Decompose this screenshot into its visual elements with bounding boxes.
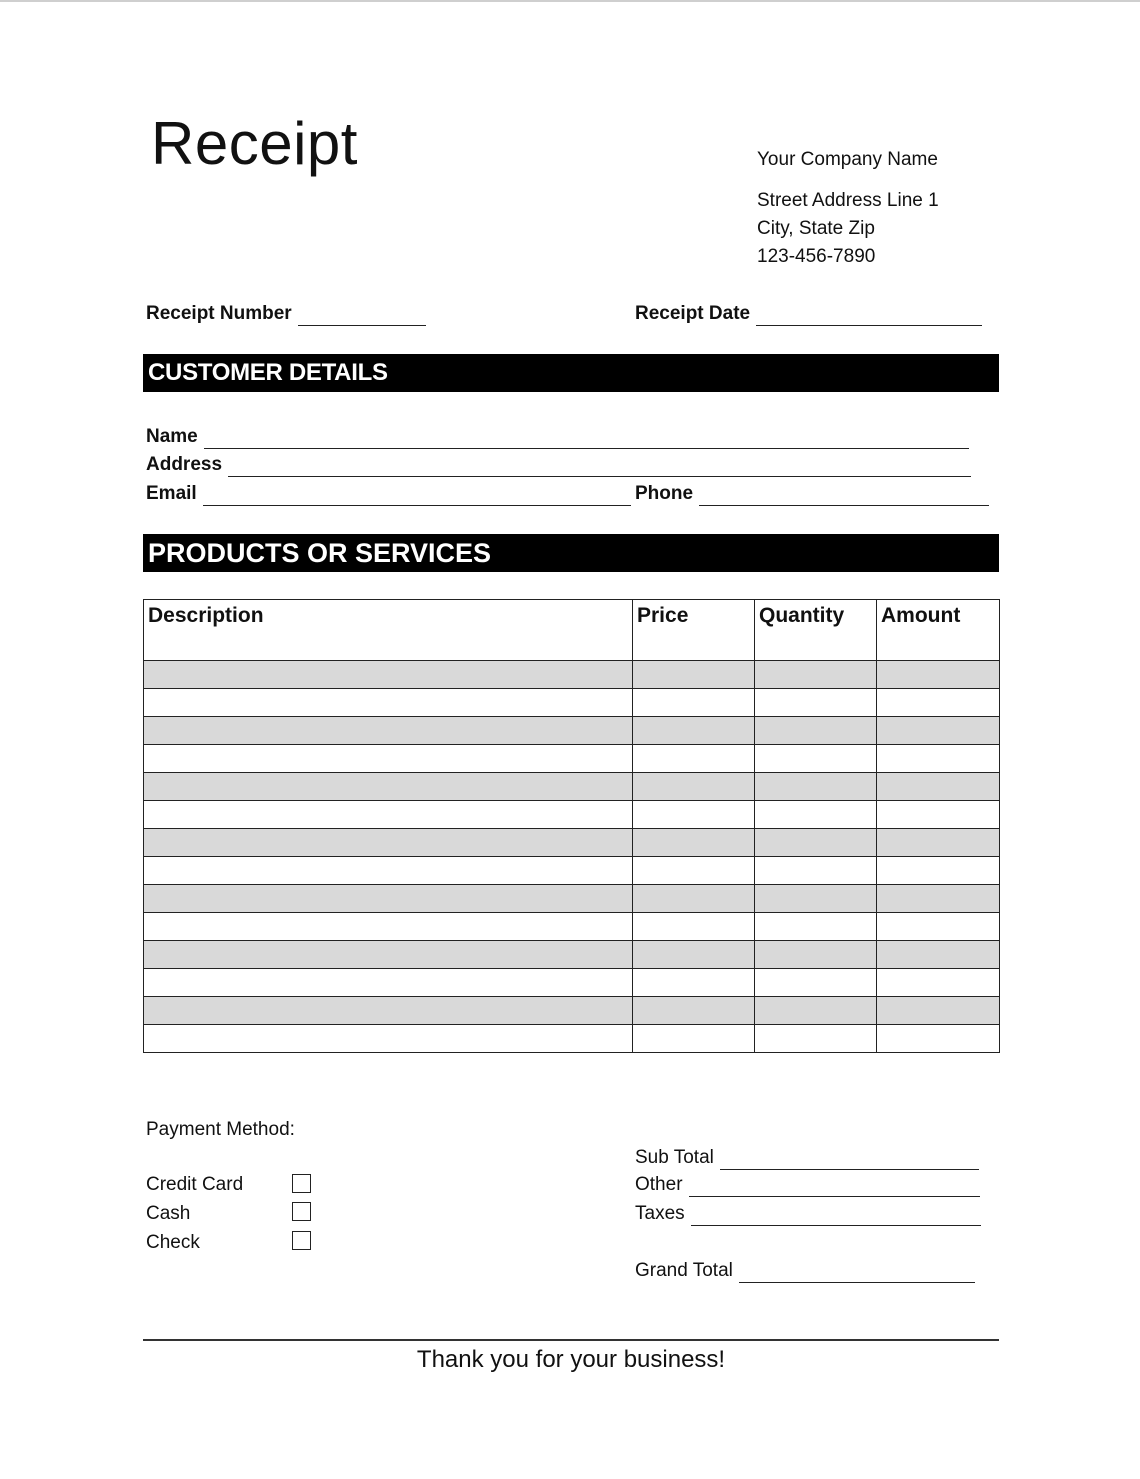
customer-email-line[interactable]: [203, 489, 631, 506]
table-row: [144, 941, 1000, 969]
cell-amount[interactable]: [877, 885, 1000, 913]
cell-quantity[interactable]: [755, 661, 877, 689]
customer-phone-line[interactable]: [699, 489, 989, 506]
cell-description[interactable]: [144, 801, 633, 829]
table-row: [144, 997, 1000, 1025]
cell-description[interactable]: [144, 773, 633, 801]
cell-price[interactable]: [633, 801, 755, 829]
cell-quantity[interactable]: [755, 997, 877, 1025]
cell-amount[interactable]: [877, 857, 1000, 885]
cell-amount[interactable]: [877, 1025, 1000, 1053]
cell-amount[interactable]: [877, 745, 1000, 773]
document-title: Receipt: [151, 110, 358, 177]
cell-quantity[interactable]: [755, 941, 877, 969]
grand-total-label: Grand Total: [635, 1260, 733, 1281]
column-header-price: Price: [633, 600, 755, 661]
table-row: [144, 969, 1000, 997]
grand-total-field[interactable]: [635, 1259, 975, 1283]
cell-amount[interactable]: [877, 773, 1000, 801]
cell-price[interactable]: [633, 997, 755, 1025]
cell-quantity[interactable]: [755, 857, 877, 885]
cell-amount[interactable]: [877, 689, 1000, 717]
cell-price[interactable]: [633, 689, 755, 717]
column-header-quantity: Quantity: [755, 600, 877, 661]
cell-price[interactable]: [633, 717, 755, 745]
cell-description[interactable]: [144, 661, 633, 689]
receipt-number-line[interactable]: [298, 309, 426, 326]
cell-price[interactable]: [633, 857, 755, 885]
cell-price[interactable]: [633, 1025, 755, 1053]
table-row: [144, 745, 1000, 773]
sub-total-field[interactable]: [635, 1146, 979, 1170]
cell-quantity[interactable]: [755, 801, 877, 829]
products-table: [143, 599, 1000, 1053]
customer-address-line[interactable]: [228, 460, 971, 477]
cell-quantity[interactable]: [755, 885, 877, 913]
company-city-state-zip: City, State Zip: [757, 218, 875, 239]
cell-amount[interactable]: [877, 913, 1000, 941]
products-heading: PRODUCTS OR SERVICES: [143, 534, 999, 572]
cell-description[interactable]: [144, 689, 633, 717]
cell-price[interactable]: [633, 773, 755, 801]
table-row: [144, 913, 1000, 941]
cash-checkbox[interactable]: [292, 1202, 311, 1221]
payment-method-label: Payment Method:: [146, 1119, 295, 1140]
cell-description[interactable]: [144, 1025, 633, 1053]
cell-description[interactable]: [144, 829, 633, 857]
receipt-date-field[interactable]: [635, 302, 982, 326]
cell-quantity[interactable]: [755, 829, 877, 857]
cell-amount[interactable]: [877, 941, 1000, 969]
receipt-date-line[interactable]: [756, 309, 982, 326]
company-phone: 123-456-7890: [757, 246, 876, 267]
receipt-date-label: Receipt Date: [635, 303, 751, 324]
table-row: [144, 1025, 1000, 1053]
credit-card-checkbox[interactable]: [292, 1174, 311, 1193]
cell-price[interactable]: [633, 913, 755, 941]
cell-amount[interactable]: [877, 829, 1000, 857]
cell-quantity[interactable]: [755, 689, 877, 717]
cell-amount[interactable]: [877, 997, 1000, 1025]
table-row: [144, 829, 1000, 857]
table-row: [144, 717, 1000, 745]
column-header-description: Description: [144, 600, 633, 661]
customer-address-field[interactable]: [146, 453, 971, 477]
cell-description[interactable]: [144, 885, 633, 913]
cell-description[interactable]: [144, 745, 633, 773]
page-top-border: [0, 0, 1140, 2]
other-label: Other: [635, 1174, 683, 1195]
sub-total-label: Sub Total: [635, 1147, 714, 1168]
customer-details-heading: CUSTOMER DETAILS: [143, 354, 999, 392]
company-address-line-1: Street Address Line 1: [757, 190, 939, 211]
cell-price[interactable]: [633, 969, 755, 997]
customer-name-label: Name: [146, 426, 198, 447]
customer-phone-field[interactable]: [635, 482, 989, 506]
table-row: [144, 661, 1000, 689]
cell-amount[interactable]: [877, 661, 1000, 689]
receipt-number-field[interactable]: [146, 302, 426, 326]
table-row: [144, 885, 1000, 913]
cell-quantity[interactable]: [755, 745, 877, 773]
cell-price[interactable]: [633, 941, 755, 969]
payment-option-cash: Cash: [146, 1203, 191, 1224]
check-checkbox[interactable]: [292, 1231, 311, 1250]
thank-you-message: Thank you for your business!: [416, 1346, 726, 1373]
cell-description[interactable]: [144, 997, 633, 1025]
column-header-amount: Amount: [877, 600, 1000, 661]
company-block: [757, 146, 939, 271]
products-table-header: [144, 600, 1000, 661]
customer-name-line[interactable]: [204, 432, 969, 449]
cell-quantity[interactable]: [755, 913, 877, 941]
cell-price[interactable]: [633, 885, 755, 913]
taxes-line[interactable]: [691, 1209, 981, 1226]
table-row: [144, 773, 1000, 801]
cell-price[interactable]: [633, 745, 755, 773]
cell-amount[interactable]: [877, 969, 1000, 997]
cell-description[interactable]: [144, 857, 633, 885]
other-field[interactable]: [635, 1173, 980, 1197]
cell-description[interactable]: [144, 941, 633, 969]
customer-email-label: Email: [146, 483, 197, 504]
cell-price[interactable]: [633, 661, 755, 689]
company-name: Your Company Name: [757, 149, 938, 170]
table-row: [144, 689, 1000, 717]
customer-email-field[interactable]: [146, 482, 631, 506]
cell-quantity[interactable]: [755, 1025, 877, 1053]
customer-phone-label: Phone: [635, 483, 694, 504]
payment-option-credit-card: Credit Card: [146, 1174, 244, 1195]
taxes-label: Taxes: [635, 1203, 685, 1224]
sub-total-line[interactable]: [720, 1153, 979, 1170]
taxes-field[interactable]: [635, 1202, 981, 1226]
payment-option-check: Check: [146, 1232, 200, 1253]
customer-address-label: Address: [146, 454, 223, 475]
cell-description[interactable]: [144, 717, 633, 745]
cell-quantity[interactable]: [755, 969, 877, 997]
cell-quantity[interactable]: [755, 717, 877, 745]
cell-description[interactable]: [144, 913, 633, 941]
table-row: [144, 857, 1000, 885]
footer-divider: [143, 1339, 999, 1341]
other-line[interactable]: [689, 1180, 980, 1197]
cell-amount[interactable]: [877, 717, 1000, 745]
table-row: [144, 801, 1000, 829]
grand-total-line[interactable]: [739, 1266, 975, 1283]
receipt-number-label: Receipt Number: [146, 303, 292, 324]
cell-price[interactable]: [633, 829, 755, 857]
cell-description[interactable]: [144, 969, 633, 997]
cell-amount[interactable]: [877, 801, 1000, 829]
cell-quantity[interactable]: [755, 773, 877, 801]
customer-name-field[interactable]: [146, 425, 969, 449]
